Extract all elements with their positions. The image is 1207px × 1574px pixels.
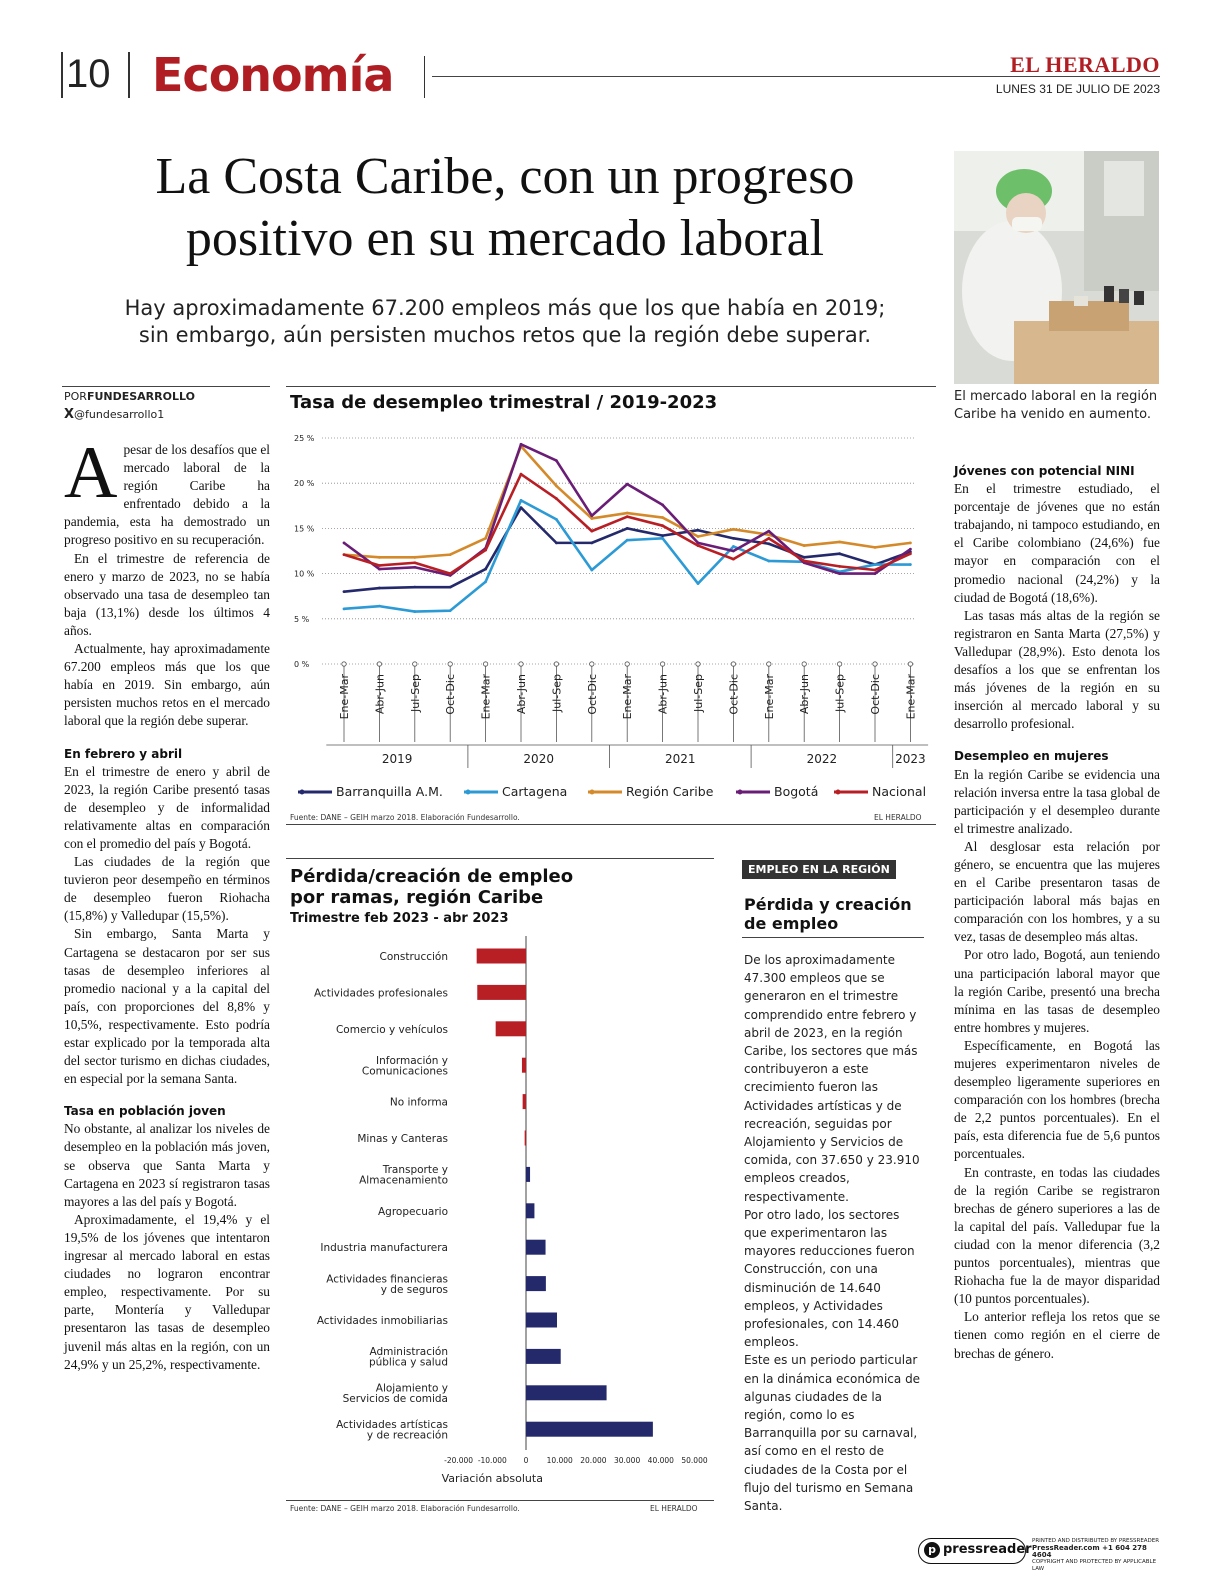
line-chart-bottom-rule — [286, 824, 936, 825]
data-point — [767, 542, 770, 545]
legend-label: Región Caribe — [626, 784, 714, 799]
header-divider — [61, 52, 63, 98]
data-point — [555, 541, 558, 544]
x-tick-dot — [448, 662, 452, 666]
data-point — [590, 569, 593, 572]
data-point — [838, 541, 841, 544]
data-point — [449, 586, 452, 589]
y-tick-label: 5 % — [294, 614, 310, 624]
x-tick-label: -20.000 — [444, 1456, 474, 1465]
data-point — [767, 537, 770, 540]
sidebar-body — [744, 951, 924, 1515]
year-label: 2023 — [895, 752, 926, 766]
x-tick-dot — [731, 662, 735, 666]
data-point — [767, 560, 770, 563]
bar-chart-subtitle: Trimestre feb 2023 - abr 2023 — [290, 911, 509, 926]
legend-marker — [836, 790, 841, 795]
data-point — [697, 544, 700, 547]
x-tick-label: Ene-Mar — [762, 674, 776, 720]
fineprint-line: COPYRIGHT AND PROTECTED BY APPLICABLE LAW — [1032, 1559, 1157, 1572]
sidebar-tag: EMPLEO EN LA REGIÓN — [742, 860, 896, 879]
x-tick-dot — [554, 662, 558, 666]
bar-chart-credit: EL HERALDO — [650, 1504, 698, 1513]
paragraph: En el trimestre estudiado, el porcentaje de jóvenes que no están trabajando, ni tampoco estudiando, en el Caribe colombiano (24,6%) fue mayor en comparación con el promedio nacional (24,2%) y la ciudad de Bogotá (18,6%). — [954, 481, 1160, 605]
paragraph: No obstante, al analizar los niveles de desempleo en la población más joven, se observa que Santa Marta y Cartagena en 2023 sí registraron tasas mayores a las del país y Bogotá. — [64, 1121, 270, 1209]
data-point — [378, 568, 381, 571]
data-point — [484, 549, 487, 552]
data-point — [484, 537, 487, 540]
data-point — [803, 560, 806, 563]
category-label: Industria manufacturera — [320, 1242, 448, 1255]
header-divider — [128, 52, 130, 98]
data-point — [697, 582, 700, 585]
x-tick-dot — [802, 662, 806, 666]
data-point — [732, 545, 735, 548]
data-point — [413, 586, 416, 589]
data-point — [449, 572, 452, 575]
subheadline — [60, 295, 950, 349]
paragraph: Específicamente, en Bogotá las mujeres experimentaron niveles de desempleo ligeramente superiores en comparación con los hombres (brecha de 2,2 puntos porcentuales). En el país, esta diferencia fue de 5,6 puntos porcentuales. — [954, 1037, 1160, 1162]
twitter-handle — [64, 407, 164, 422]
data-point — [626, 527, 629, 530]
x-tick-dot — [696, 662, 700, 666]
data-point — [449, 553, 452, 556]
line-chart-rule — [286, 386, 936, 387]
x-tick-label: Ene-Mar — [338, 674, 351, 720]
year-label: 2022 — [806, 752, 838, 766]
paragraph: Lo anterior refleja los retos que se tienen como región en el cierre de brechas de género. — [954, 1309, 1160, 1361]
byline-rule — [62, 386, 270, 387]
year-label: 2019 — [381, 752, 413, 766]
paragraph: Aproximadamente, el 19,4% y el 19,5% de los jóvenes que intentaron ingresar al mercado laboral en estas ciudades no lograron encontrar empleo, respectivamente. Por su parte, Montería y Valledupar presentaron las tasas de desempleo juvenil más altas en la región, con un 24,9% y un 25,2%, respectivamente. — [64, 1211, 270, 1372]
data-point — [661, 516, 664, 519]
paragraph: Al desglosar esta relación por género, se encuentra que las mujeres en el Caribe presentaron tasas de participación laboral más bajas en comparación con los hombres, y a su vez, tasas de desempleo más altas. — [954, 838, 1160, 945]
data-point — [732, 558, 735, 561]
data-point — [520, 473, 523, 476]
data-point — [838, 572, 841, 575]
bar — [526, 1385, 607, 1400]
data-point — [413, 566, 416, 569]
data-point — [484, 580, 487, 583]
bar-chart-title-line: Pérdida/creación de empleo — [290, 866, 574, 887]
paragraph: En la región Caribe se evidencia una relación inversa entre la tasa global de participación y el desempleo durante el trimestre analizado. — [954, 766, 1160, 836]
x-axis-label: Variación absoluta — [441, 1472, 543, 1485]
x-logo-icon: X — [64, 407, 75, 422]
category-label: Transporte y Almacenamiento — [359, 1164, 448, 1187]
y-tick-label: 25 % — [294, 434, 315, 443]
data-point — [555, 497, 558, 500]
x-tick-dot — [908, 662, 912, 666]
x-tick-label: Jul-Sep — [692, 674, 705, 712]
data-point — [661, 537, 664, 540]
x-tick-dot — [483, 662, 487, 666]
subheadline-line: sin embargo, aún persisten muchos retos que la región debe superar. — [138, 323, 872, 347]
x-tick-label: Abr-Jun — [515, 674, 528, 715]
data-point — [555, 485, 558, 488]
data-point — [661, 534, 664, 537]
data-point — [378, 564, 381, 567]
data-point — [626, 512, 629, 515]
bar — [526, 1349, 561, 1364]
data-point — [767, 530, 770, 533]
y-tick-label: 15 % — [294, 524, 315, 534]
article-photo — [954, 151, 1159, 384]
subheading: Desempleo en mujeres — [954, 749, 1109, 764]
data-point — [378, 556, 381, 559]
x-tick-label: Ene-Mar — [904, 674, 918, 720]
category-label: Actividades inmobiliarias — [316, 1315, 448, 1327]
legend-marker — [738, 790, 743, 795]
paragraph: En el trimestre de referencia de enero y marzo de 2023, no se había observado una tasa de desempleo tan baja (13,1%) desde los últimos 4 años. — [64, 550, 270, 638]
data-point — [343, 607, 346, 610]
x-tick-dot — [519, 662, 523, 666]
x-tick-label: 30.000 — [613, 1456, 641, 1465]
x-tick-label: 0 — [523, 1456, 529, 1465]
x-tick-label: Oct-Dic — [585, 674, 599, 715]
series-line — [344, 508, 910, 592]
y-tick-label: 10 % — [294, 569, 315, 579]
data-point — [874, 563, 877, 566]
x-tick-label: Jul-Sep — [408, 674, 422, 712]
data-point — [732, 537, 735, 540]
category-label: Agropecuario — [377, 1205, 448, 1218]
fineprint-line: PressReader.com +1 604 278 4604 — [1032, 1544, 1147, 1559]
legend-marker — [300, 790, 305, 795]
data-point — [874, 569, 877, 572]
paragraph: Sin embargo, Santa Marta y Cartagena se destacaron por ser sus tasas de desempleo inferiores al promedio nacional y a la capital del país, con proporciones del 8,8% y 10,5%, respectivamente. Esto podría estar explicado por la temporada alta del sector turismo en dichas ciudades, en especial por la semana Santa. — [64, 926, 270, 1087]
sidebar-paragraph: De los aproximadamente 47.300 empleos que se generaron en el trimestre comprendido entre febrero y abril de 2023, en la región Caribe, los sectores que más contribuyeron a este crecimiento fueron las Actividades artísticas y de recreación, seguidas por Alojamiento y Servicios de comida, con 37.650 y 23.910 empleos creados, respectivamente. — [744, 953, 920, 1204]
paragraph: En contraste, en todas las ciudades de la región Caribe se registraron brechas de género superiores a las de la capital del país. Valledupar fue la ciudad con la menor diferencia (3,2 puntos porcentuales), mientras que Riohacha fue la de mayor disparidad (10 puntos porcentuales). — [954, 1164, 1160, 1307]
subheading: Tasa en población joven — [64, 1104, 226, 1119]
y-tick-label: 0 % — [294, 660, 310, 669]
byline-author: FUNDESARROLLO — [86, 390, 195, 403]
data-point — [767, 533, 770, 536]
bar — [526, 1240, 546, 1255]
data-point — [874, 546, 877, 549]
bar — [526, 1203, 534, 1218]
data-point — [626, 483, 629, 486]
year-label: 2021 — [665, 752, 696, 766]
x-tick-dot — [837, 662, 841, 666]
column-4 — [954, 462, 1160, 1363]
bar — [526, 1313, 557, 1328]
category-label: Administración pública y salud — [368, 1346, 448, 1369]
legend-marker — [590, 790, 595, 795]
issue-date: LUNES 31 DE JULIO DE 2023 — [995, 82, 1160, 96]
category-label: Construcción — [379, 951, 448, 963]
subheading: En febrero y abril — [64, 746, 183, 761]
subheadline-line: Hay aproximadamente 67.200 empleos más que los que había en 2019; — [124, 296, 886, 320]
category-label: Minas y Canteras — [357, 1133, 448, 1145]
data-point — [697, 535, 700, 538]
paragraph: En el trimestre de enero y abril de 2023, la región Caribe presentó tasas de desempleo y de informalidad relativamente altas en comparación con el promedio del país y Bogotá. — [64, 763, 270, 851]
headline-line: La Costa Caribe, con un progreso — [155, 148, 855, 205]
data-point — [590, 541, 593, 544]
category-label: Información y Comunicaciones — [361, 1054, 448, 1078]
data-point — [838, 552, 841, 555]
legend-label: Bogotá — [774, 784, 819, 799]
data-point — [555, 459, 558, 462]
bar-chart-bottom-rule — [286, 1500, 714, 1501]
header-divider — [424, 56, 425, 98]
data-point — [661, 503, 664, 506]
data-point — [413, 561, 416, 564]
paragraph: Por otro lado, Bogotá, aun teniendo una participación laboral mayor que la región Caribe, presentó una brecha mínima en las tasas de desempleo entre hombres y mujeres. — [954, 947, 1160, 1035]
category-label: Alojamiento y Servicios de comida — [342, 1382, 448, 1406]
pressreader-logo[interactable] — [918, 1538, 1032, 1564]
paragraph: pesar de los desafíos que el mercado laboral de la región Caribe ha enfrentado debido a la pandemia, esta ha demostrado un progreso positivo en su recuperación. — [64, 442, 270, 548]
x-tick-dot — [377, 662, 381, 666]
data-point — [343, 541, 346, 544]
bar-chart-source: Fuente: DANE – GEIH marzo 2018. Elaboración Fundesarrollo. — [290, 1504, 520, 1513]
x-tick-label: Jul-Sep — [550, 674, 564, 712]
x-tick-label: 20.000 — [580, 1456, 607, 1465]
data-point — [590, 514, 593, 517]
data-point — [520, 443, 523, 446]
x-tick-label: 10.000 — [546, 1456, 573, 1465]
x-tick-dot — [590, 662, 594, 666]
legend-label: Nacional — [872, 784, 927, 799]
bar-chart — [286, 930, 716, 1500]
bar — [496, 1021, 526, 1036]
category-label: Actividades profesionales — [313, 987, 448, 1000]
category-label: No informa — [389, 1096, 448, 1109]
pressreader-p-icon: p — [924, 1542, 940, 1558]
data-point — [909, 563, 912, 566]
bar — [477, 985, 526, 1000]
bar — [526, 1422, 653, 1437]
category-label: Comercio y vehículos — [335, 1023, 448, 1036]
data-point — [626, 539, 629, 542]
data-point — [838, 565, 841, 568]
bar — [525, 1131, 527, 1146]
headline — [60, 146, 950, 270]
paragraph: Las ciudades de la región que tuvieron peor desempeño en términos de desempleo fueron Riohacha (15,8%) y Valledupar (15,5%). — [64, 854, 270, 924]
headline-line: positivo en su mercado laboral — [185, 210, 825, 267]
data-point — [590, 530, 593, 533]
x-tick-label: Jul-Sep — [833, 674, 847, 712]
series-line — [344, 474, 910, 573]
page-number: 10 — [66, 52, 111, 96]
x-tick-label: Abr-Jun — [373, 674, 387, 715]
paragraph: Las tasas más altas de la región se registraron en Santa Marta (27,5%) y Valledupar (28,9%). Esto denota los desafíos a los que se enfrentan los más jóvenes de la región en su inserción al mercado laboral y su desarrollo profesional. — [954, 607, 1160, 732]
bar — [526, 1167, 530, 1182]
x-tick-label: Oct-Dic — [727, 674, 741, 715]
newspaper-brand: EL HERALDO — [1010, 52, 1160, 77]
data-point — [909, 552, 912, 555]
bar-chart-rule — [286, 858, 714, 859]
x-tick-dot — [413, 662, 417, 666]
year-label: 2020 — [523, 752, 554, 766]
legend-marker — [466, 790, 471, 795]
data-point — [803, 556, 806, 559]
line-chart-title: Tasa de desempleo trimestral / 2019-2023 — [290, 392, 718, 413]
legend-label: Barranquilla A.M. — [336, 784, 443, 799]
data-point — [732, 550, 735, 553]
data-point — [590, 517, 593, 520]
category-label: Actividades financieras y de seguros — [326, 1273, 448, 1296]
paragraph: Actualmente, hay aproximadamente 67.200 empleos más que los que había en 2019. Sin embargo, aún persisten muchos retos en el mercado laboral que la región debe superar. — [64, 641, 270, 729]
x-tick-dot — [767, 662, 771, 666]
pressreader-wordmark: pressreader — [943, 1542, 1032, 1557]
data-point — [413, 610, 416, 613]
data-point — [909, 541, 912, 544]
line-chart-credit: EL HERALDO — [874, 813, 922, 822]
data-point — [378, 605, 381, 608]
line-chart — [286, 420, 946, 810]
x-tick-label: 50.000 — [681, 1456, 708, 1465]
bar — [523, 1094, 526, 1109]
x-tick-label: Abr-Jun — [798, 674, 812, 715]
bar — [526, 1276, 546, 1291]
data-point — [520, 506, 523, 509]
sidebar-rule — [742, 937, 924, 938]
data-point — [555, 518, 558, 521]
sidebar-paragraph: Por otro lado, los sectores que experimentaron las mayores reducciones fueron Construcción, con una disminución de 14.640 empleos, y Actividades profesionales, con 14.460 empleos. — [744, 1207, 915, 1350]
x-tick-label: Ene-Mar — [621, 674, 635, 720]
y-tick-label: 20 % — [294, 479, 315, 489]
data-point — [909, 548, 912, 551]
sidebar-title: Pérdida y creación de empleo — [744, 895, 912, 933]
pressreader-fineprint — [1032, 1538, 1162, 1573]
data-point — [378, 587, 381, 590]
data-point — [520, 499, 523, 502]
twitter-handle-text: @fundesarrollo1 — [74, 408, 165, 421]
byline — [64, 390, 195, 403]
category-label: Actividades artísticas y de recreación — [336, 1418, 448, 1442]
data-point — [413, 556, 416, 559]
data-point — [732, 528, 735, 531]
x-tick-dot — [873, 662, 877, 666]
x-tick-label: Ene-Mar — [479, 674, 493, 720]
fineprint-line: PRINTED AND DISTRIBUTED BY PRESSREADER — [1032, 1538, 1160, 1544]
data-point — [874, 572, 877, 575]
photo-caption: El mercado laboral en la región Caribe ha venido en aumento. — [954, 389, 1158, 422]
x-tick-label: -10.000 — [477, 1456, 507, 1465]
x-tick-dot — [625, 662, 629, 666]
x-tick-label: Oct-Dic — [444, 674, 458, 715]
byline-prefix: POR — [64, 390, 87, 403]
data-point — [697, 529, 700, 532]
data-point — [343, 553, 346, 556]
x-tick-label: Abr-Jun — [656, 674, 670, 715]
drop-cap: A — [64, 432, 118, 514]
bar-chart-title — [290, 866, 573, 908]
bar-chart-title-line: por ramas, región Caribe — [290, 887, 544, 908]
data-point — [449, 609, 452, 612]
x-tick-label: 40.000 — [647, 1456, 674, 1465]
section-title: Economía — [152, 48, 394, 102]
sidebar-paragraph: Este es un periodo particular en la dinámica económica de algunas ciudades de la región, como lo es Barranquilla por su carnaval, así como en el resto de ciudades de la Costa por el flujo del turismo en Semana Santa. — [744, 1353, 921, 1514]
column-1 — [64, 432, 270, 1374]
subheading: Jóvenes con potencial NINI — [954, 464, 1135, 478]
bar — [477, 949, 526, 964]
data-point — [343, 590, 346, 593]
x-tick-dot — [660, 662, 664, 666]
legend-label: Cartagena — [502, 784, 568, 799]
data-point — [484, 568, 487, 571]
x-tick-dot — [342, 662, 346, 666]
bar — [522, 1058, 526, 1073]
x-tick-label: Oct-Dic — [869, 674, 882, 715]
line-chart-source: Fuente: DANE – GEIH marzo 2018. Elaboración Fundesarrollo. — [290, 813, 520, 822]
data-point — [661, 524, 664, 527]
data-point — [626, 515, 629, 518]
data-point — [803, 544, 806, 547]
